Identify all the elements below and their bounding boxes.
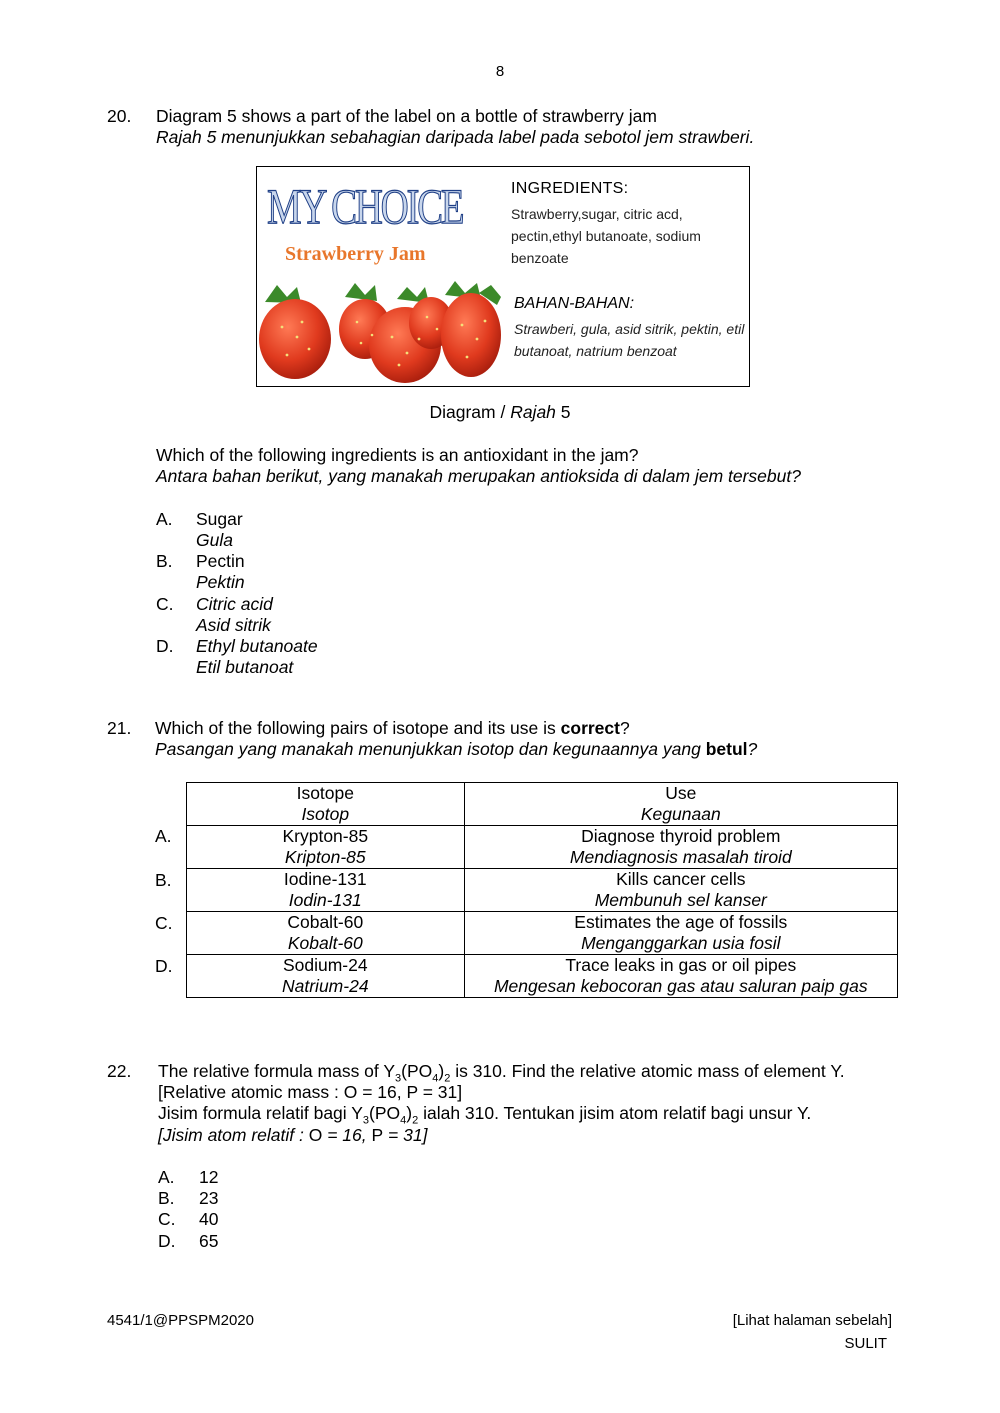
diagram-caption [0,402,1000,423]
jam-label-diagram [256,166,750,387]
q20-option-en[interactable]: Citric acid [196,594,273,614]
q22-paren-close: ) [438,1061,445,1081]
isotope-ms: Iodin-131 [288,890,362,910]
q22-option-letter[interactable]: A. [158,1167,175,1187]
isotope-ms: Kobalt-60 [287,933,363,953]
q22-ms-sub3: 3 [362,1114,370,1127]
q20-option-en[interactable]: Ethyl butanoate [196,636,318,656]
table-row[interactable] [187,869,898,912]
isotope-en: Cobalt-60 [287,912,364,932]
brand-logo: MY CHOICE [267,178,463,234]
q21-row-letter[interactable]: C. [155,913,173,933]
header-isotope-en: Isotope [296,783,354,803]
q22-option-value[interactable]: 23 [199,1188,219,1208]
isotope-cell [187,955,465,998]
use-en: Diagnose thyroid problem [581,826,781,846]
q22-formula-y: The relative formula mass of Y [158,1061,395,1081]
q20-option-en[interactable]: Sugar [196,509,243,529]
header-use-ms: Kegunaan [640,804,721,824]
q20-option-ms: Pektin [196,572,245,592]
q22-stem-ms-post: ialah 310. Tentukan jisim atom relatif bagi unsur Y. [418,1103,812,1123]
q21-stem-ms-post: ? [747,739,758,759]
header-isotope [187,783,465,826]
header-use-en: Use [665,783,697,803]
q21-stem-en-post: ? [619,718,630,738]
q22-sub3: 3 [395,1072,402,1085]
q20-option-letter[interactable]: D. [156,636,174,656]
q22-ram-ms [158,1125,427,1146]
use-en: Kills cancer cells [616,869,746,889]
q20-option-ms: Gula [196,530,233,550]
q22-option-letter[interactable]: B. [158,1188,175,1208]
isotope-cell [187,869,465,912]
q21-stem-en-bold: correct [560,718,620,738]
q20-option-letter[interactable]: A. [156,509,173,529]
product-name: Strawberry Jam [285,243,426,265]
use-ms: Mendiagnosis masalah tiroid [569,847,792,867]
table-header-row [187,783,898,826]
q20-question-en: Which of the following ingredients is an antioxidant in the jam? [156,445,639,465]
q21-row-letter[interactable]: A. [155,826,172,846]
footer-secret: SULIT [844,1335,887,1352]
caption-num: 5 [555,402,571,422]
q22-option-value[interactable]: 12 [199,1167,219,1187]
isotope-ms: Natrium-24 [282,976,369,996]
strawberries-image [257,277,507,386]
use-cell [464,826,897,869]
q21-stem-en [155,718,630,739]
q22-ms-sub4: 4 [400,1114,407,1127]
page-number: 8 [495,63,505,80]
bahan-text: Strawberi, gula, asid sitrik, pektin, etil butanoat, natrium benzoat [514,321,745,359]
header-use [464,783,897,826]
q20-option-ms: Etil butanoat [196,657,294,677]
q22-ram-ms-e: = 31] [383,1125,428,1145]
isotope-cell [187,826,465,869]
q22-number: 22. [107,1061,132,1081]
ingredients-text: Strawberry,sugar, citric acd, pectin,ethyl butanoate, sodium benzoate [511,206,701,266]
isotope-cell [187,912,465,955]
q21-row-letter[interactable]: D. [155,956,173,976]
header-isotope-ms: Isotop [301,804,350,824]
q21-stem-ms-pre: Pasangan yang manakah menunjukkan isotop dan kegunaannya yang [155,739,706,759]
q20-stem-en: Diagram 5 shows a part of the label on a bottle of strawberry jam [156,106,657,126]
q22-option-letter[interactable]: C. [158,1209,176,1229]
table-row[interactable] [187,955,898,998]
q20-option-en[interactable]: Pectin [196,551,245,571]
q22-ms-formula-y: Jisim formula relatif bagi Y [158,1103,363,1123]
caption-en: Diagram / [429,402,511,422]
footer-paper-code: 4541/1@PPSPM2020 [107,1312,254,1329]
q20-option-letter[interactable]: C. [156,594,174,614]
q22-option-value[interactable]: 40 [199,1209,219,1229]
q22-sub4: 4 [432,1072,439,1085]
q22-ram-ms-a: [Jisim atom relatif : [158,1125,309,1145]
q22-ram-ms-d: P [371,1125,384,1145]
isotope-en: Iodine-131 [283,869,367,889]
q20-stem-ms: Rajah 5 menunjukkan sebahagian daripada label pada sebotol jem strawberi. [156,127,755,147]
q22-ms-po: (PO [369,1103,401,1123]
q21-row-letter[interactable]: B. [155,870,172,890]
q20-option-letter[interactable]: B. [156,551,173,571]
ingredients-title: INGREDIENTS: [511,180,629,197]
q20-question-ms: Antara bahan berikut, yang manakah merupakan antioksida di dalam jem tersebut? [156,466,801,486]
q22-ram-ms-c: = 16, [322,1125,372,1145]
isotope-en: Krypton-85 [282,826,369,846]
table-row[interactable] [187,826,898,869]
use-en: Estimates the age of fossils [574,912,788,932]
q22-ram-ms-b: O [308,1125,323,1145]
bahan-title: BAHAN-BAHAN: [514,295,635,312]
q21-number: 21. [107,718,132,738]
q22-ms-paren-close: ) [406,1103,413,1123]
q22-option-value[interactable]: 65 [199,1231,219,1251]
isotope-table [186,782,898,998]
use-ms: Mengesan kebocoran gas atau saluran paip gas [493,976,868,996]
use-cell [464,869,897,912]
q22-stem-en-post: is 310. Find the relative atomic mass of element Y. [450,1061,845,1081]
use-cell [464,912,897,955]
q22-sub2: 2 [444,1072,451,1085]
q21-stem-ms-bold: betul [705,739,748,759]
q21-stem-ms [155,739,757,760]
q21-stem-en-pre: Which of the following pairs of isotope and its use is [155,718,561,738]
caption-ms: Rajah [510,402,556,422]
q20-option-ms: Asid sitrik [196,615,271,635]
q20-number: 20. [107,106,132,126]
use-cell [464,955,897,998]
use-ms: Membunuh sel kanser [594,890,767,910]
isotope-en: Sodium-24 [282,955,368,975]
use-ms: Menganggarkan usia fosil [581,933,781,953]
use-en: Trace leaks in gas or oil pipes [565,955,797,975]
footer-next-page: [Lihat halaman sebelah] [732,1312,892,1329]
q22-option-letter[interactable]: D. [158,1231,176,1251]
q22-ms-sub2: 2 [412,1114,419,1127]
isotope-ms: Kripton-85 [284,847,366,867]
table-row[interactable] [187,912,898,955]
q22-ram-en: [Relative atomic mass : O = 16, P = 31] [158,1082,463,1102]
q22-po: (PO [401,1061,433,1081]
